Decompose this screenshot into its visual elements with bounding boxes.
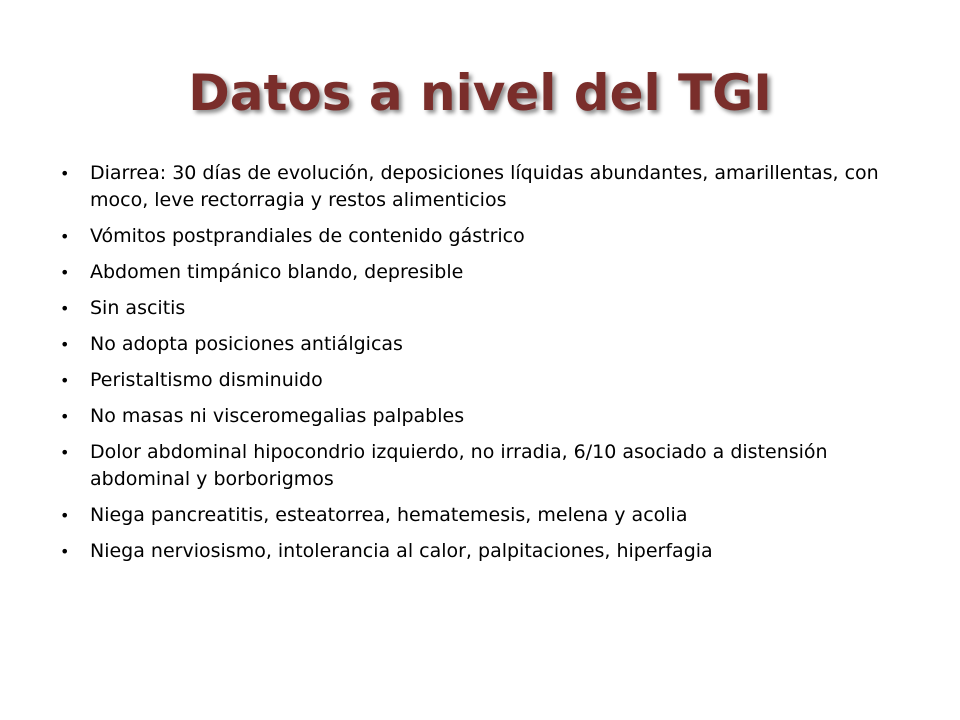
list-item (60, 295, 920, 322)
bullet-icon: • (60, 542, 70, 561)
bullet-icon: • (60, 371, 70, 390)
bullet-icon: • (60, 227, 70, 246)
list-item-text: Abdomen timpánico blando, depresible (90, 261, 464, 283)
list-item-text: No masas ni visceromegalias palpables (90, 405, 465, 427)
bullet-icon: • (60, 443, 70, 462)
list-item (60, 502, 920, 529)
list-item (60, 439, 920, 493)
list-item (60, 403, 920, 430)
list-item-text: Niega nerviosismo, intolerancia al calor, palpitaciones, hiperfagia (90, 540, 713, 562)
list-item (60, 160, 920, 214)
bullet-icon: • (60, 299, 70, 318)
list-item-text: Sin ascitis (90, 297, 186, 319)
bullet-icon: • (60, 164, 70, 183)
list-item (60, 367, 920, 394)
list-item-text: Diarrea: 30 días de evolución, deposiciones líquidas abundantes, amarillentas, con moco, leve rectorragia y restos alimenticios (90, 162, 879, 211)
list-item-text: Dolor abdominal hipocondrio izquierdo, no irradia, 6/10 asociado a distensión abdominal y borborigmos (90, 441, 828, 490)
list-item (60, 223, 920, 250)
list-item (60, 331, 920, 358)
bullet-icon: • (60, 263, 70, 282)
bullet-icon: • (60, 335, 70, 354)
bullet-list (60, 160, 920, 574)
list-item (60, 259, 920, 286)
list-item (60, 538, 920, 565)
list-item-text: Niega pancreatitis, esteatorrea, hematemesis, melena y acolia (90, 504, 688, 526)
slide-title: Datos a nivel del TGI (188, 64, 772, 122)
list-item-text: No adopta posiciones antiálgicas (90, 333, 403, 355)
list-item-text: Vómitos postprandiales de contenido gástrico (90, 225, 525, 247)
bullet-icon: • (60, 506, 70, 525)
bullet-icon: • (60, 407, 70, 426)
list-item-text: Peristaltismo disminuido (90, 369, 323, 391)
